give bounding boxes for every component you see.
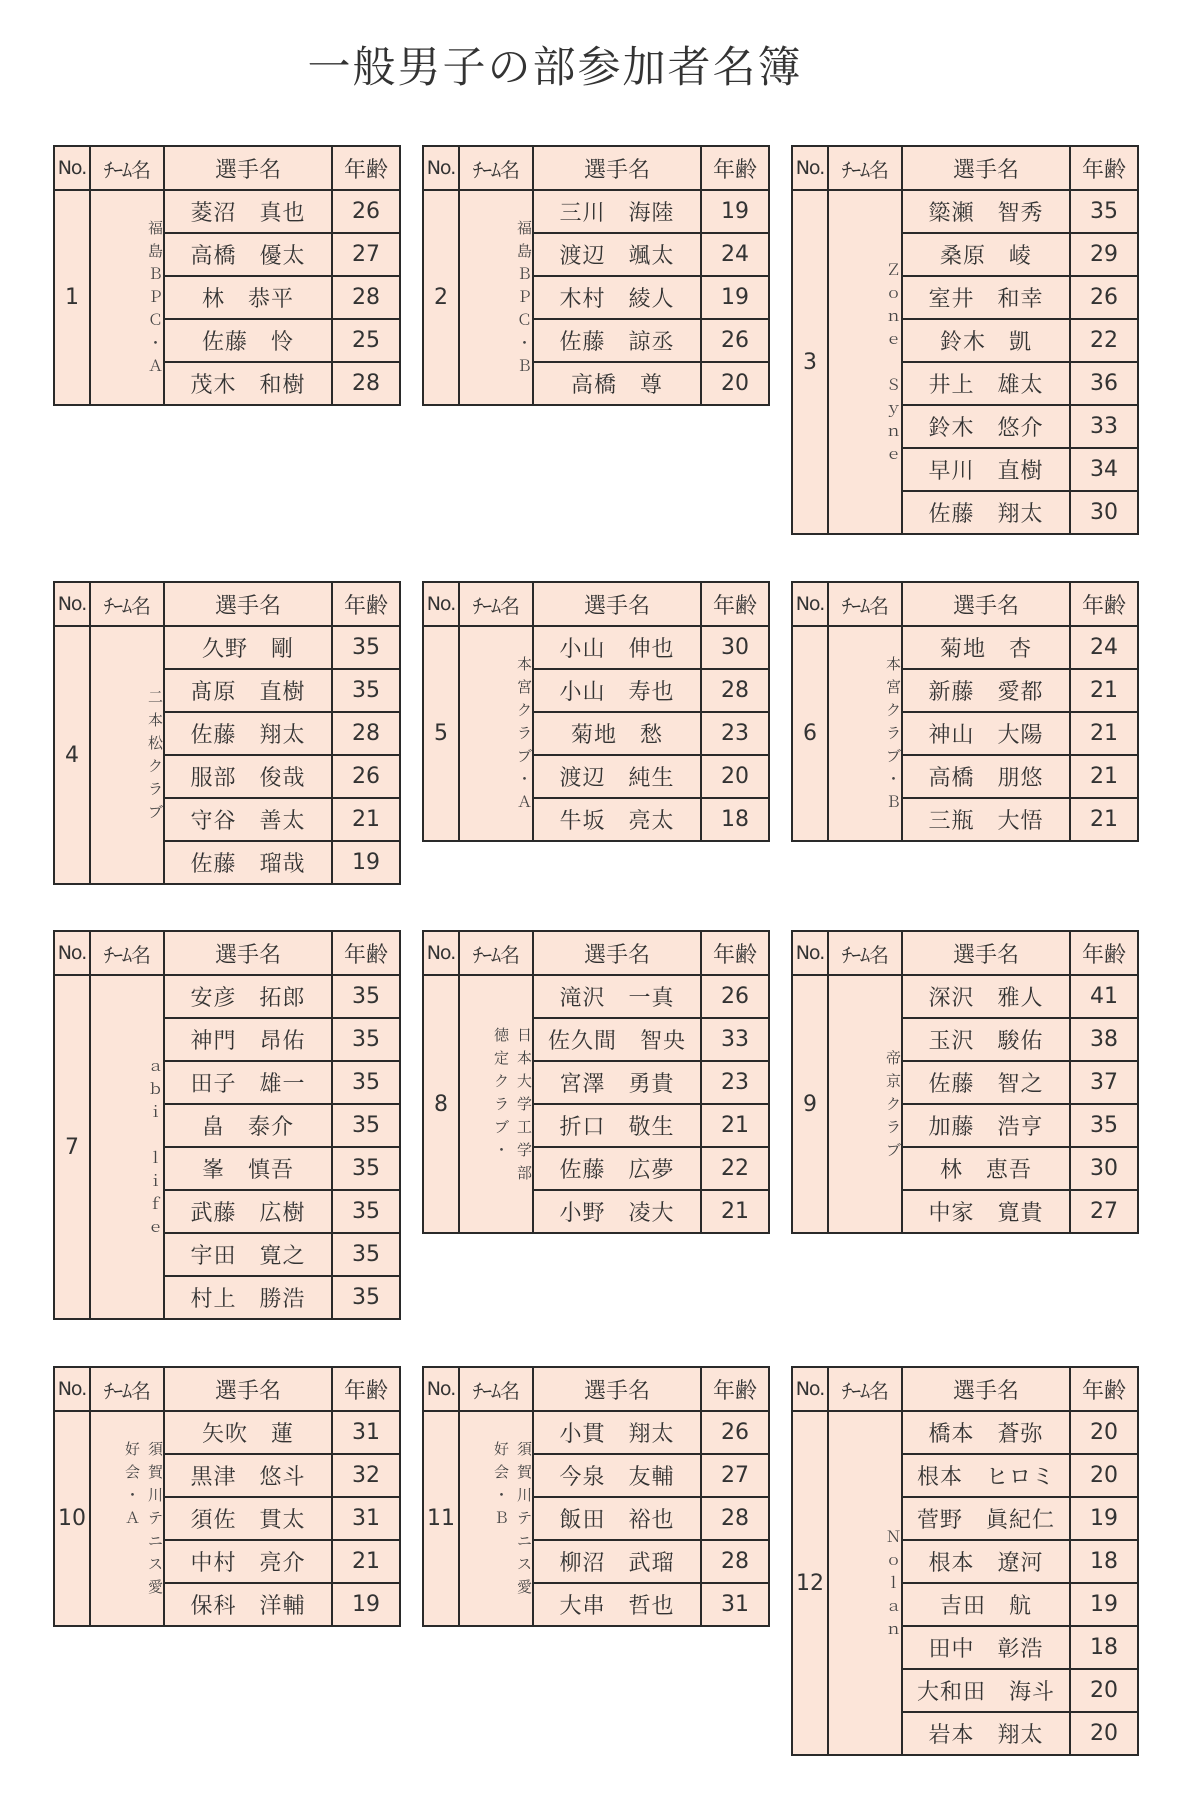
player-age: 26	[1070, 276, 1138, 319]
header-no: No.	[792, 931, 828, 975]
header-age: 年齢	[701, 931, 769, 975]
team-name-vertical: ａ ｂ ｉ ｌ ｉ ｆ ｅ	[147, 1057, 163, 1236]
header-player: 選手名	[902, 146, 1070, 190]
player-name: 飯田 裕也	[533, 1497, 701, 1540]
header-age: 年齢	[1070, 582, 1138, 626]
table-row	[423, 626, 769, 669]
header-player: 選手名	[533, 931, 701, 975]
player-age: 18	[701, 798, 769, 841]
table-row	[423, 1411, 769, 1454]
header-row	[54, 1367, 400, 1411]
player-age: 21	[701, 1190, 769, 1233]
team-name-vertical: 本 宮 ク ラ ブ ・ Ｂ	[885, 655, 901, 811]
player-age: 35	[1070, 1104, 1138, 1147]
team-table-10	[53, 1366, 401, 1627]
player-name: 田子 雄一	[164, 1061, 332, 1104]
player-name: 茂木 和樹	[164, 362, 332, 405]
player-age: 35	[332, 1147, 400, 1190]
header-age: 年齢	[701, 1367, 769, 1411]
player-name: 橋本 蒼弥	[902, 1411, 1070, 1454]
player-name: 新藤 愛都	[902, 669, 1070, 712]
player-age: 26	[701, 1411, 769, 1454]
player-name: 簗瀬 智秀	[902, 190, 1070, 233]
player-age: 19	[701, 190, 769, 233]
player-age: 21	[1070, 712, 1138, 755]
header-row	[423, 931, 769, 975]
team-number: 6	[792, 626, 828, 841]
player-age: 35	[332, 1190, 400, 1233]
player-age: 20	[1070, 1454, 1138, 1497]
team-number: 2	[423, 190, 459, 405]
player-age: 28	[332, 362, 400, 405]
player-name: 根本 遼河	[902, 1540, 1070, 1583]
header-player: 選手名	[164, 582, 332, 626]
player-age: 35	[332, 975, 400, 1018]
player-name: 中家 寛貴	[902, 1190, 1070, 1233]
team-table-8	[422, 930, 770, 1234]
player-age: 28	[332, 276, 400, 319]
player-age: 21	[701, 1104, 769, 1147]
player-name: 菊地 愁	[533, 712, 701, 755]
player-name: 木村 綾人	[533, 276, 701, 319]
team-name	[90, 626, 164, 884]
team-name	[459, 1411, 533, 1626]
team-name-vertical: 須 賀 川 テ ニ ス 愛	[516, 1440, 532, 1596]
player-name: 須佐 貫太	[164, 1497, 332, 1540]
team-name-vertical: Ｎ ｏ ｌ ａ ｎ	[885, 1527, 901, 1638]
team-name	[90, 190, 164, 405]
player-name: 早川 直樹	[902, 448, 1070, 491]
player-age: 20	[1070, 1411, 1138, 1454]
header-no: No.	[423, 1367, 459, 1411]
team-name	[90, 1411, 164, 1626]
player-age: 28	[332, 712, 400, 755]
player-name: 小貫 翔太	[533, 1411, 701, 1454]
table-row	[792, 1411, 1138, 1454]
team-number: 3	[792, 190, 828, 534]
team-table-11	[422, 1366, 770, 1627]
player-age: 41	[1070, 975, 1138, 1018]
team-name-vertical: 徳 定 ク ラ ブ ・	[493, 1025, 509, 1159]
player-age: 26	[332, 755, 400, 798]
player-name: 中村 亮介	[164, 1540, 332, 1583]
header-player: 選手名	[902, 931, 1070, 975]
team-name	[459, 975, 533, 1233]
player-name: 菱沼 真也	[164, 190, 332, 233]
header-row	[54, 146, 400, 190]
player-name: 佐藤 広夢	[533, 1147, 701, 1190]
header-team: ﾁｰﾑ名	[90, 146, 164, 190]
header-age: 年齢	[332, 582, 400, 626]
header-team: ﾁｰﾑ名	[459, 582, 533, 626]
player-age: 26	[701, 975, 769, 1018]
player-age: 31	[332, 1411, 400, 1454]
player-age: 19	[1070, 1583, 1138, 1626]
header-player: 選手名	[902, 1367, 1070, 1411]
header-row	[54, 582, 400, 626]
player-age: 33	[701, 1018, 769, 1061]
table-row	[54, 975, 400, 1018]
header-player: 選手名	[533, 146, 701, 190]
team-name	[828, 975, 902, 1233]
player-name: 佐藤 怜	[164, 319, 332, 362]
team-table-6	[791, 581, 1139, 842]
header-player: 選手名	[533, 1367, 701, 1411]
player-age: 21	[332, 798, 400, 841]
team-name-vertical: 日 本 大 学 工 学 部	[516, 1025, 532, 1182]
player-age: 31	[332, 1497, 400, 1540]
player-name: 高橋 尊	[533, 362, 701, 405]
player-age: 23	[701, 1061, 769, 1104]
player-name: 鈴木 凱	[902, 319, 1070, 362]
player-age: 21	[1070, 755, 1138, 798]
player-name: 小野 凌大	[533, 1190, 701, 1233]
team-name	[459, 190, 533, 405]
player-age: 35	[332, 1061, 400, 1104]
player-age: 24	[701, 233, 769, 276]
header-no: No.	[54, 146, 90, 190]
table-row	[54, 190, 400, 233]
player-name: 桑原 崚	[902, 233, 1070, 276]
header-age: 年齢	[332, 1367, 400, 1411]
player-age: 35	[332, 1104, 400, 1147]
table-row	[423, 190, 769, 233]
player-age: 30	[1070, 491, 1138, 534]
header-row	[792, 582, 1138, 626]
team-table-1	[53, 145, 401, 406]
team-table-12	[791, 1366, 1139, 1756]
player-name: 渡辺 純生	[533, 755, 701, 798]
player-name: 菊地 杏	[902, 626, 1070, 669]
player-age: 32	[332, 1454, 400, 1497]
table-row	[423, 975, 769, 1018]
header-team: ﾁｰﾑ名	[90, 931, 164, 975]
player-name: 柳沼 武瑠	[533, 1540, 701, 1583]
player-age: 35	[332, 1018, 400, 1061]
header-player: 選手名	[164, 931, 332, 975]
header-team: ﾁｰﾑ名	[459, 931, 533, 975]
header-team: ﾁｰﾑ名	[459, 146, 533, 190]
team-table-7	[53, 930, 401, 1320]
header-team: ﾁｰﾑ名	[90, 1367, 164, 1411]
player-name: 三川 海陸	[533, 190, 701, 233]
team-name-vertical: 帝 京 ク ラ ブ	[885, 1048, 901, 1159]
player-age: 35	[332, 1233, 400, 1276]
player-age: 35	[332, 669, 400, 712]
player-age: 30	[701, 626, 769, 669]
player-age: 22	[1070, 319, 1138, 362]
player-name: 佐藤 瑠哉	[164, 841, 332, 884]
player-age: 37	[1070, 1061, 1138, 1104]
team-number: 7	[54, 975, 90, 1319]
player-age: 22	[701, 1147, 769, 1190]
player-name: 守谷 善太	[164, 798, 332, 841]
header-team: ﾁｰﾑ名	[828, 582, 902, 626]
header-age: 年齢	[701, 582, 769, 626]
team-name-vertical: 本 宮 ク ラ ブ ・ Ａ	[516, 655, 532, 811]
header-age: 年齢	[701, 146, 769, 190]
player-name: 宮澤 勇貴	[533, 1061, 701, 1104]
player-age: 28	[701, 1497, 769, 1540]
player-name: 久野 剛	[164, 626, 332, 669]
header-player: 選手名	[902, 582, 1070, 626]
team-name-vertical: 福 島 Ｂ Ｐ Ｃ ・ Ａ	[147, 219, 163, 375]
team-table-4	[53, 581, 401, 885]
player-age: 19	[1070, 1497, 1138, 1540]
player-name: 林 恭平	[164, 276, 332, 319]
team-table-3	[791, 145, 1139, 535]
header-row	[792, 1367, 1138, 1411]
header-row	[792, 931, 1138, 975]
player-age: 19	[701, 276, 769, 319]
player-age: 28	[701, 669, 769, 712]
player-name: 安彦 拓郎	[164, 975, 332, 1018]
header-age: 年齢	[1070, 931, 1138, 975]
player-name: 室井 和幸	[902, 276, 1070, 319]
player-age: 30	[1070, 1147, 1138, 1190]
header-row	[792, 146, 1138, 190]
header-no: No.	[423, 931, 459, 975]
header-no: No.	[792, 582, 828, 626]
header-team: ﾁｰﾑ名	[828, 146, 902, 190]
player-age: 36	[1070, 362, 1138, 405]
player-name: 佐藤 諒丞	[533, 319, 701, 362]
player-name: 田中 彰浩	[902, 1626, 1070, 1669]
team-number: 12	[792, 1411, 828, 1755]
player-name: 佐藤 翔太	[902, 491, 1070, 534]
player-name: 畠 泰介	[164, 1104, 332, 1147]
team-name	[828, 1411, 902, 1755]
table-row	[54, 1411, 400, 1454]
player-age: 35	[332, 626, 400, 669]
player-name: 神門 昂佑	[164, 1018, 332, 1061]
team-number: 11	[423, 1411, 459, 1626]
header-age: 年齢	[1070, 1367, 1138, 1411]
player-name: 村上 勝浩	[164, 1276, 332, 1319]
team-number: 10	[54, 1411, 90, 1626]
player-age: 28	[701, 1540, 769, 1583]
player-age: 19	[332, 1583, 400, 1626]
player-age: 34	[1070, 448, 1138, 491]
player-age: 38	[1070, 1018, 1138, 1061]
player-name: 大串 哲也	[533, 1583, 701, 1626]
player-age: 33	[1070, 405, 1138, 448]
page-title: 一般男子の部参加者名簿	[307, 43, 803, 93]
player-age: 20	[701, 362, 769, 405]
player-age: 20	[1070, 1712, 1138, 1755]
header-team: ﾁｰﾑ名	[828, 1367, 902, 1411]
player-name: 深沢 雅人	[902, 975, 1070, 1018]
player-name: 折口 敬生	[533, 1104, 701, 1147]
player-name: 佐藤 翔太	[164, 712, 332, 755]
header-age: 年齢	[332, 931, 400, 975]
player-name: 今泉 友輔	[533, 1454, 701, 1497]
team-name-vertical: 好 会 ・ Ａ	[124, 1440, 140, 1527]
player-age: 29	[1070, 233, 1138, 276]
team-name	[459, 626, 533, 841]
player-age: 19	[332, 841, 400, 884]
player-name: 井上 雄太	[902, 362, 1070, 405]
team-number: 5	[423, 626, 459, 841]
header-no: No.	[792, 1367, 828, 1411]
table-row	[792, 626, 1138, 669]
player-name: 宇田 寛之	[164, 1233, 332, 1276]
table-row	[792, 975, 1138, 1018]
player-name: 玉沢 駿佑	[902, 1018, 1070, 1061]
player-age: 27	[332, 233, 400, 276]
player-age: 23	[701, 712, 769, 755]
player-name: 三瓶 大悟	[902, 798, 1070, 841]
header-row	[54, 931, 400, 975]
header-no: No.	[423, 146, 459, 190]
player-name: 神山 大陽	[902, 712, 1070, 755]
player-age: 25	[332, 319, 400, 362]
player-age: 35	[332, 1276, 400, 1319]
player-age: 27	[701, 1454, 769, 1497]
player-name: 根本 ヒロミ	[902, 1454, 1070, 1497]
player-name: 渡辺 颯太	[533, 233, 701, 276]
player-age: 27	[1070, 1190, 1138, 1233]
team-table-9	[791, 930, 1139, 1234]
header-player: 選手名	[164, 146, 332, 190]
player-name: 吉田 航	[902, 1583, 1070, 1626]
team-number: 4	[54, 626, 90, 884]
header-team: ﾁｰﾑ名	[90, 582, 164, 626]
team-number: 8	[423, 975, 459, 1233]
header-player: 選手名	[164, 1367, 332, 1411]
header-no: No.	[54, 931, 90, 975]
header-team: ﾁｰﾑ名	[828, 931, 902, 975]
player-name: 佐久間 智央	[533, 1018, 701, 1061]
player-name: 岩本 翔太	[902, 1712, 1070, 1755]
player-name: 小山 寿也	[533, 669, 701, 712]
header-row	[423, 146, 769, 190]
player-name: 保科 洋輔	[164, 1583, 332, 1626]
player-age: 20	[701, 755, 769, 798]
player-name: 服部 俊哉	[164, 755, 332, 798]
player-age: 20	[1070, 1669, 1138, 1712]
player-age: 26	[701, 319, 769, 362]
team-name-vertical: 須 賀 川 テ ニ ス 愛	[147, 1440, 163, 1596]
player-age: 21	[1070, 798, 1138, 841]
player-name: 大和田 海斗	[902, 1669, 1070, 1712]
player-age: 18	[1070, 1540, 1138, 1583]
player-name: 高橋 優太	[164, 233, 332, 276]
table-row	[792, 190, 1138, 233]
player-name: 加藤 浩亨	[902, 1104, 1070, 1147]
player-age: 35	[1070, 190, 1138, 233]
player-name: 黒津 悠斗	[164, 1454, 332, 1497]
player-name: 菅野 眞紀仁	[902, 1497, 1070, 1540]
player-name: 武藤 広樹	[164, 1190, 332, 1233]
header-row	[423, 1367, 769, 1411]
player-name: 高橋 朋悠	[902, 755, 1070, 798]
player-name: 小山 伸也	[533, 626, 701, 669]
player-age: 26	[332, 190, 400, 233]
table-row	[54, 626, 400, 669]
team-name	[90, 975, 164, 1319]
team-name-vertical: Ｚ ｏ ｎ ｅ Ｓ ｙ ｎ ｅ	[885, 260, 901, 463]
team-name	[828, 626, 902, 841]
team-number: 1	[54, 190, 90, 405]
header-row	[423, 582, 769, 626]
player-age: 18	[1070, 1626, 1138, 1669]
player-name: 滝沢 一真	[533, 975, 701, 1018]
team-table-2	[422, 145, 770, 406]
header-age: 年齢	[332, 146, 400, 190]
player-age: 21	[1070, 669, 1138, 712]
player-age: 31	[701, 1583, 769, 1626]
team-name-vertical: 好 会 ・ Ｂ	[493, 1440, 509, 1527]
player-name: 牛坂 亮太	[533, 798, 701, 841]
header-no: No.	[423, 582, 459, 626]
header-player: 選手名	[533, 582, 701, 626]
header-no: No.	[792, 146, 828, 190]
player-name: 林 恵吾	[902, 1147, 1070, 1190]
team-name-vertical: 福 島 Ｂ Ｐ Ｃ ・ Ｂ	[516, 219, 532, 375]
player-name: 鈴木 悠介	[902, 405, 1070, 448]
player-age: 24	[1070, 626, 1138, 669]
team-name	[828, 190, 902, 534]
header-no: No.	[54, 582, 90, 626]
team-number: 9	[792, 975, 828, 1233]
header-no: No.	[54, 1367, 90, 1411]
player-name: 佐藤 智之	[902, 1061, 1070, 1104]
player-name: 髙原 直樹	[164, 669, 332, 712]
header-age: 年齢	[1070, 146, 1138, 190]
team-table-5	[422, 581, 770, 842]
player-name: 峯 慎吾	[164, 1147, 332, 1190]
player-name: 矢吹 蓮	[164, 1411, 332, 1454]
player-age: 21	[332, 1540, 400, 1583]
team-name-vertical: 二 本 松 ク ラ ブ	[147, 688, 163, 821]
header-team: ﾁｰﾑ名	[459, 1367, 533, 1411]
